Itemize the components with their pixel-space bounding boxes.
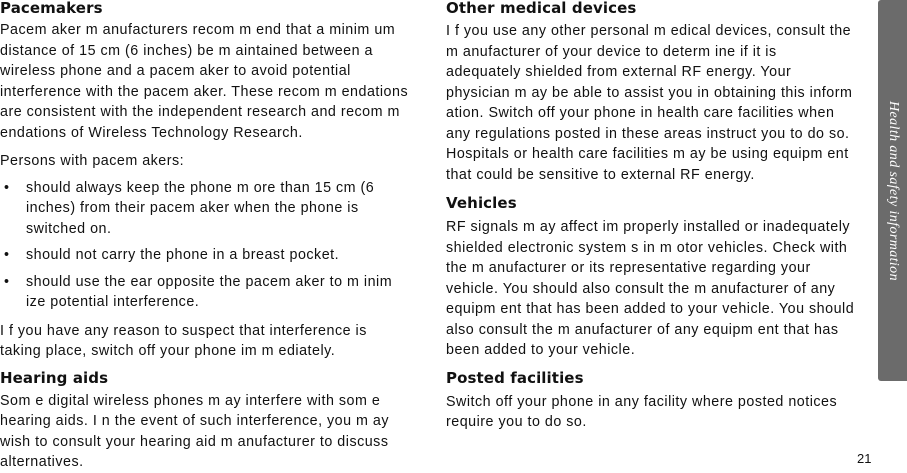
suspect-interference-paragraph: I f you have any reason to suspect that interference is taking place, switch off your phone im m ediately. [0,322,367,359]
pacemakers-heading: Pacemakers [0,0,103,17]
posted-facilities-heading: Posted facilities [446,368,584,387]
section-tab-label: Health and safety information [885,100,901,281]
section-tab [878,0,907,381]
right-column [446,0,856,433]
page-number: 21 [857,451,872,466]
pacemaker-bullet-list [0,178,410,313]
posted-facilities-paragraph: Switch off your phone in any facility where posted notices require you to do so. [446,393,838,430]
pacemakers-paragraph: Pacem aker m anufacturers recom m end that a minim um distance of 15 cm (6 inches) be m aintained between a wireless phone and a pacem aker to avoid potential interference with the pacem aker. These recom m endations are consistent with the independent research and recom m endations of Wireless Technology Research. [0,22,409,141]
hearing-aids-paragraph: Som e digital wireless phones m ay interfere with som e hearing aids. I n the event of such interference, you m ay wish to consult your hearing aid m anufacturer to discuss alternatives. [0,392,390,470]
left-column [0,0,410,473]
other-medical-devices-heading: Other medical devices [446,0,637,17]
list-item: • should not carry the phone in a breast pocket. [0,245,410,266]
hearing-aids-heading: Hearing aids [0,368,109,387]
persons-intro: Persons with pacem akers: [0,153,185,169]
vehicles-heading: Vehicles [446,194,517,212]
other-medical-devices-paragraph: I f you use any other personal m edical devices, consult the m anufacturer of your device to determ ine if it is adequately shielded from external RF energy. Your physician m ay be able to assist you in obtaining this inform ation. Switch off your phone in health care facilities when any regulations posted in these areas instruct you to do so. Hospitals or health care facilities m ay be using equipm ent that could be sensitive to external RF energy. [446,23,853,183]
list-item: • should use the ear opposite the pacem aker to m inim ize potential interference. [0,272,410,313]
list-item: • should always keep the phone m ore than 15 cm (6 inches) from their pacem aker when the phone is switched on. [0,178,410,240]
vehicles-paragraph: RF signals m ay affect im properly installed or inadequately shielded electronic system s in m otor vehicles. Check with the m anufacturer or its representative regarding your vehicle. You should also consult the m anufacturer of any equipm ent that has been added to your vehicle. You should also consult the m anufacturer of any equipm ent that has been added to your vehicle. [446,219,855,358]
